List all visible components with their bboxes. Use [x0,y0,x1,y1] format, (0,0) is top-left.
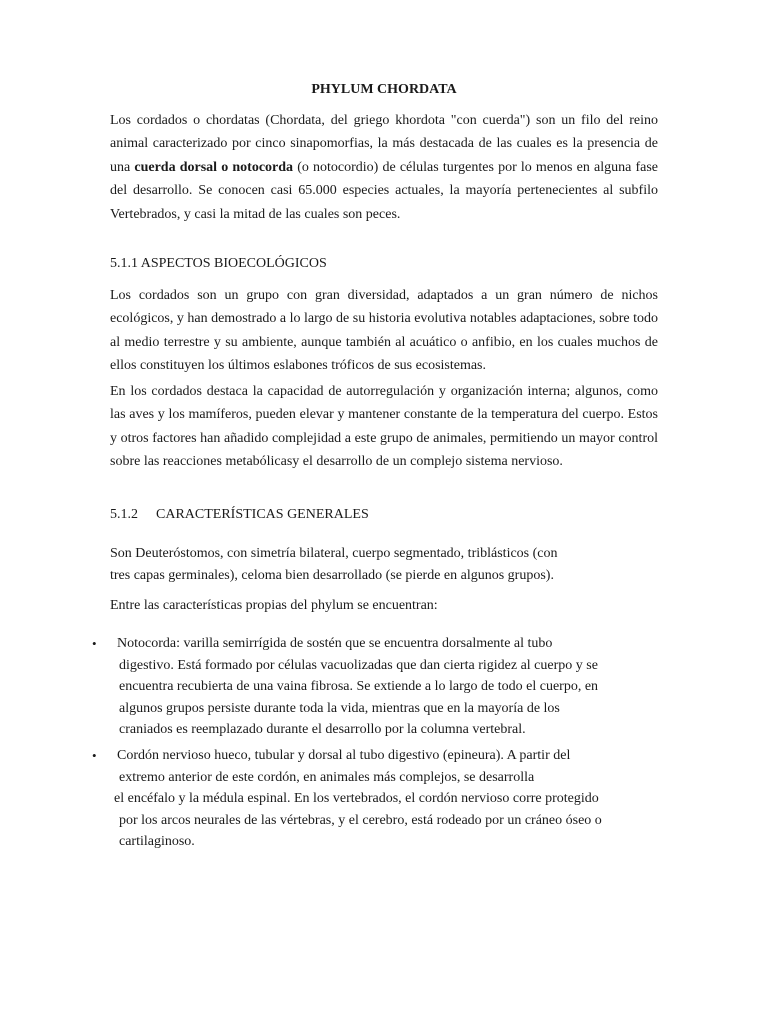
list-item-line: Cordón nervioso hueco, tubular y dorsal al tubo digestivo (epineura). A partir del [117,748,571,763]
list-item-text [117,633,657,741]
section-heading-caracteristicas [110,505,658,525]
caracteristicas-paragraph-1 [110,543,658,587]
list-item-line: cartilaginoso. [119,834,195,849]
list-item-line: encuentra recubierta de una vaina fibrosa. Se extiende a lo largo de todo el cuerpo, en [119,679,599,694]
intro-text-end: (o notocordio) de células turgentes por lo menos en alguna fase del desarrollo. Se conocen casi 65.000 especies actuales, la mayoría pertenecientes al subfilo Vertebrados, y casi la mitad de las cuales son peces. [110,159,658,222]
intro-text-start: Los cordados o chordatas (Chordata, del griego khordota "con cuerda") son un filo del reino animal caracterizado por cinco sinapomorfias, la más destacada de las cuales es la presencia de una [110,113,658,175]
section-title: CARACTERÍSTICAS GENERALES [156,507,369,522]
list-item-line: por los arcos neurales de las vértebras, y el cerebro, está rodeado por un cráneo óseo o [119,812,602,828]
page-title: PHYLUM CHORDATA [311,82,457,97]
caracteristicas-paragraph-2: Entre las características propias del phylum se encuentran: [110,598,438,613]
bullet-icon: • [92,748,97,763]
list-item-line: el encéfalo y la médula espinal. En los vertebrados, el cordón nervioso corre protegido [114,791,599,806]
list-item-line: algunos grupos persiste durante toda la vida, mientras que en la mayoría de los [119,700,560,716]
section-heading-bioecologicos: 5.1.1 ASPECTOS BIOECOLÓGICOS [110,256,327,271]
caracteristicas-line-1: Son Deuteróstomos, con simetría bilateral, cuerpo segmentado, triblásticos (con [110,546,558,561]
bullet-icon: • [92,636,97,651]
list-item-line: craniados es reemplazado durante el desarrollo por la columna vertebral. [119,722,526,737]
intro-bold-term: cuerda dorsal o notocorda [134,159,294,175]
caracteristicas-line-2: tres capas germinales), celoma bien desarrollado (se pierde en algunos grupos). [110,568,554,583]
intro-paragraph [110,109,658,226]
list-item-text [114,745,657,853]
list-item-line: digestivo. Está formado por células vacuolizadas que dan cierta rigidez al cuerpo y se [119,657,598,673]
bioecologicos-paragraph-1: Los cordados son un grupo con gran diversidad, adaptados a un gran número de nichos ecológicos, y han demostrado a lo largo de su historia evolutiva notables adaptaciones, sobre todo al medio terrestre y su ambiente, aunque también al acuático o anfibio, en los cuales muchos de ellos constituyen los últimos eslabones tróficos de sus ecosistemas. [110,288,658,374]
bioecologicos-paragraph-2: En los cordados destaca la capacidad de autorregulación y organización interna; algunos, como las aves y los mamíferos, pueden elevar y mantener constante de la temperatura del cuerpo. Estos y otros factores han añadido complejidad a este grupo de animales, permitiendo un mayor control sobre las reacciones metabólicasy el desarrollo de un complejo sistema nervioso. [110,384,658,470]
section-number: 5.1.2 [110,507,138,522]
list-item-line: extremo anterior de este cordón, en animales más complejos, se desarrolla [119,769,535,785]
list-item-line: Notocorda: varilla semirrígida de sostén que se encuentra dorsalmente al tubo [117,636,553,651]
